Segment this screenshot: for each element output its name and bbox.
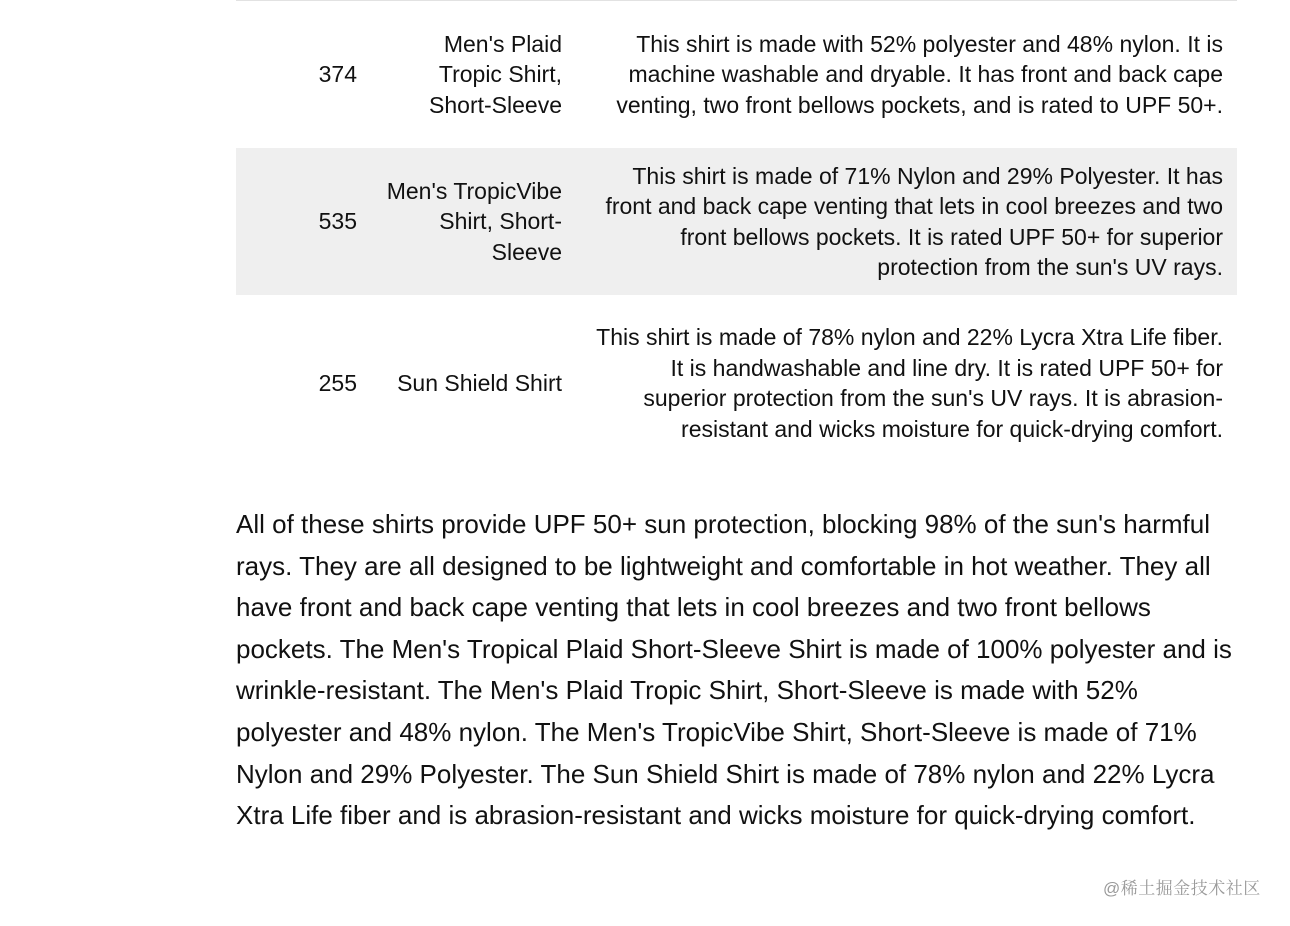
product-description-cell: This shirt is made of 71% Nylon and 29% Polyester. It has front and back cape venting that lets in cool breezes and two front bellows pockets. It is rated UPF 50+ for superior protection from the sun's UV rays. [572, 148, 1237, 295]
product-description-cell: This shirt is made of 78% nylon and 22% Lycra Xtra Life fiber. It is handwashable and line dry. It is rated UPF 50+ for superior protection from the sun's UV rays. It is abrasion-resistant and wicks moisture for quick-drying comfort. [596, 324, 1223, 442]
table-row [236, 295, 1237, 471]
product-name-cell: Sun Shield Shirt [397, 369, 562, 396]
product-id-cell: 255 [318, 369, 357, 396]
product-name-cell: Men's TropicVibe Shirt, Short-Sleeve [366, 148, 572, 295]
watermark: @稀土掘金技术社区 [1103, 879, 1261, 898]
summary-paragraph: All of these shirts provide UPF 50+ sun protection, blocking 98% of the sun's harmful rays. They are all designed to be lightweight and comfortable in hot weather. They all have front and back cape venting that lets in cool breezes and two front bellows pockets. The Men's Tropical Plaid Short-Sleeve Shirt is made of 100% polyester and is wrinkle-resistant. The Men's Plaid Tropic Shirt, Short-Sleeve is made with 52% polyester and 48% nylon. The Men's TropicVibe Shirt, Short-Sleeve is made of 71% Nylon and 29% Polyester. The Sun Shield Shirt is made of 78% nylon and 22% Lycra Xtra Life fiber and is abrasion-resistant and wicks moisture for quick-drying comfort. [236, 509, 1232, 831]
product-name-cell: Men's Plaid Tropic Shirt, Short-Sleeve [429, 30, 562, 118]
product-id-cell: 374 [318, 61, 357, 88]
table-row [236, 1, 1237, 148]
product-id-cell: 535 [236, 148, 366, 295]
table-row [236, 148, 1237, 295]
product-description-cell: This shirt is made with 52% polyester and 48% nylon. It is machine washable and dryable. It has front and back cape venting, two front bellows pockets, and is rated to UPF 50+. [616, 30, 1223, 118]
product-table [236, 1, 1237, 471]
